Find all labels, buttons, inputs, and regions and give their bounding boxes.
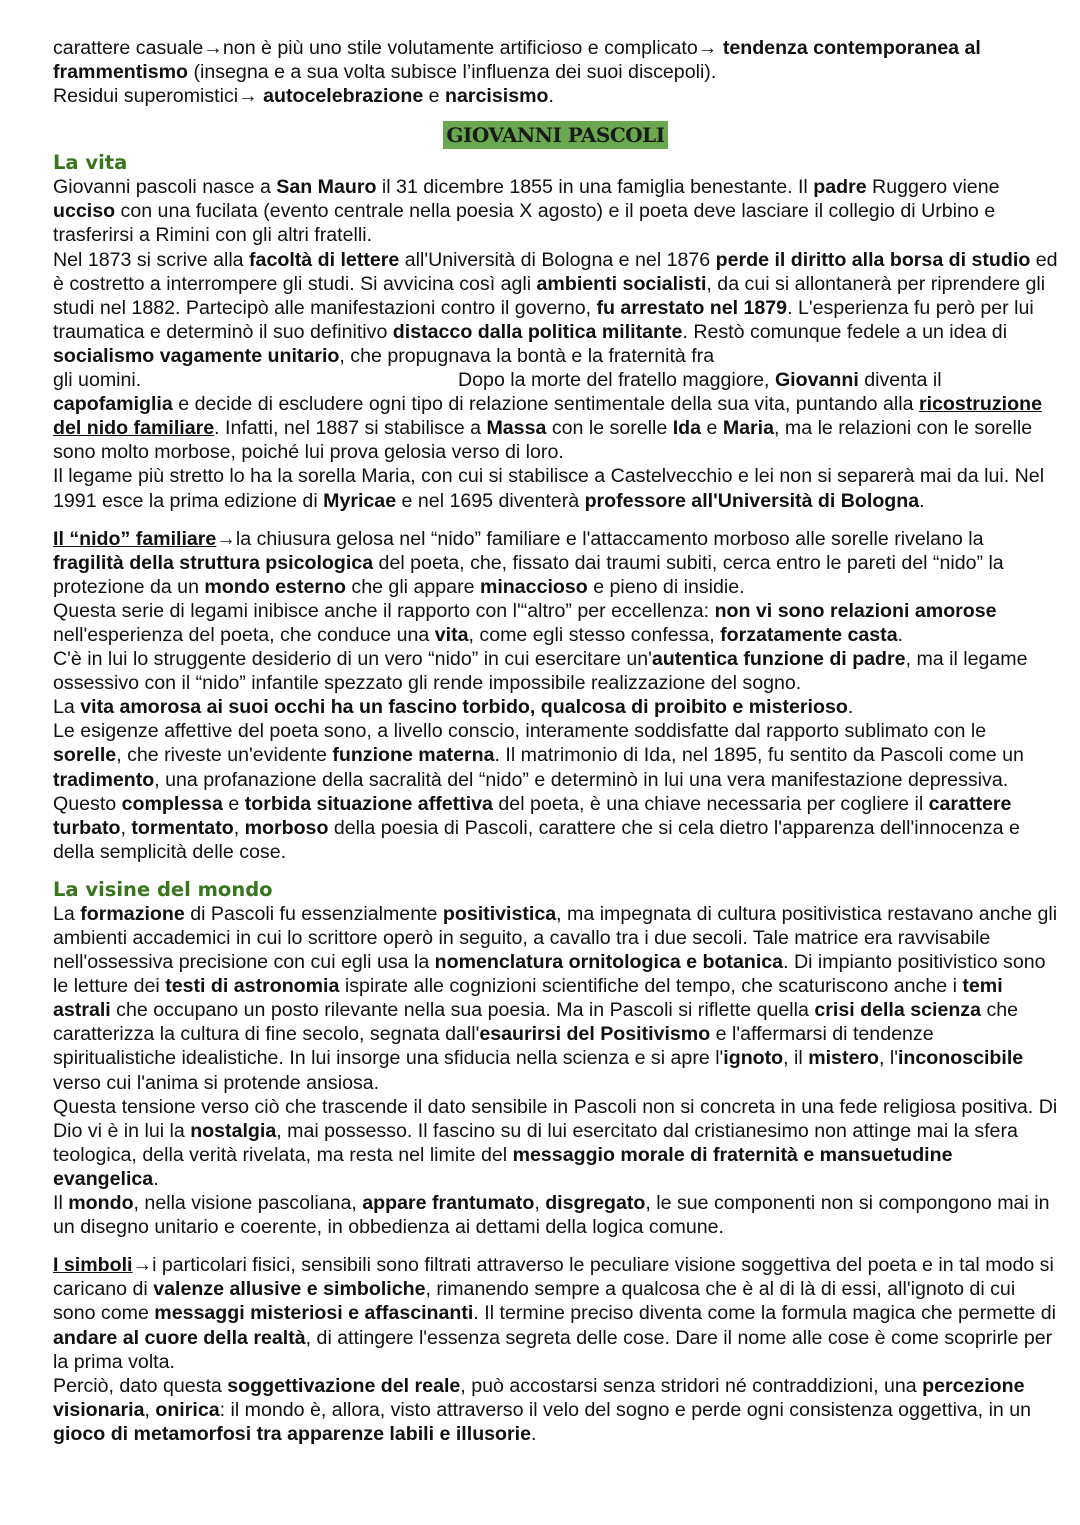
text-run: e nel 1695 diventerà — [396, 489, 585, 512]
text-run: ed è costretto a interrompere gli studi. Si avvicina così agli — [53, 248, 1058, 295]
text-run: all'Università di Bologna e nel 1876 — [399, 248, 716, 271]
text-run: . Di impianto positivistico sono le letture dei — [53, 951, 1046, 998]
bold-text: Giovanni — [774, 369, 859, 392]
bold-text: formazione — [80, 902, 185, 925]
text-run: Residui superomistici→ — [53, 85, 264, 108]
text-run: con una fucilata (evento centrale nella poesia X agosto) e il poeta deve lasciare il collegio di Urbino e trasferirsi a Rimini con gli altri fratelli. — [53, 200, 996, 247]
paragraph — [53, 647, 1058, 695]
bold-text: morboso — [244, 816, 329, 839]
text-run: . — [897, 623, 904, 646]
text-run: , le sue componenti non si compongono mai in un disegno unitario e coerente, in obbedienza ai dettami della logica comune. — [53, 1192, 1050, 1239]
text-run: Le esigenze affettive del poeta sono, a livello conscio, interamente soddisfatte dal rapporto sublimato con le — [53, 720, 987, 743]
text-run: , di attingere l'essenza segreta delle cose. Dare il nome alle cose è come scoprirle per la prima volta. — [53, 1326, 1053, 1373]
text-run: Il legame più stretto lo ha la sorella Maria, con cui si stabilisce a Castelvecchio e lei non si separerà mai da lui. Nel 1991 esce la prima edizione di — [53, 465, 1045, 512]
text-run: . — [548, 85, 554, 108]
text-run: di Pascoli fu essenzialmente — [184, 902, 443, 925]
text-run: Questa tensione verso ciò che trascende il dato sensibile in Pascoli non si concreta in una fede religiosa positiva. Di Dio vi è in lui la — [53, 1095, 1058, 1142]
text-run: e — [423, 85, 446, 108]
text-run: . — [847, 696, 854, 719]
text-run: Il — [53, 1192, 69, 1215]
text-run: Nel 1873 si scrive alla — [53, 248, 250, 271]
underlined-bold-text: ricostruzione del nido familiare — [53, 393, 1042, 440]
text-run: , che riveste un'evidente — [116, 744, 333, 767]
text-run: , — [144, 1398, 156, 1421]
paragraph — [53, 175, 1058, 247]
bold-text: professore all'Università di Bologna — [584, 489, 920, 512]
text-run: gli uomini. — [53, 369, 142, 392]
bold-text: Ida — [672, 417, 702, 440]
section-heading: La vita — [53, 151, 128, 175]
text-run: della poesia di Pascoli, carattere che si cela dietro l'apparenza dell'innocenza e della semplicità delle cose. — [53, 816, 1020, 863]
text-run: , nella visione pascoliana, — [133, 1192, 363, 1215]
bold-text: mistero — [808, 1047, 879, 1070]
section-simboli — [53, 1253, 1058, 1446]
text-run: . Infatti, nel 1887 si stabilisce a — [214, 417, 487, 440]
paragraph — [53, 695, 1058, 719]
paragraph — [53, 1253, 1058, 1373]
bold-text: appare frantumato — [362, 1192, 535, 1215]
text-run: e — [701, 417, 723, 440]
bold-text: distacco dalla politica militante — [392, 320, 683, 343]
bold-text: forzatamente casta — [720, 623, 898, 646]
text-run: La — [53, 902, 81, 925]
text-run: che occupano un posto rilevante nella sua poesia. Ma in Pascoli si riflette quella — [110, 999, 815, 1022]
bold-text: complessa — [121, 792, 223, 815]
text-run: con le sorelle — [546, 417, 673, 440]
bold-text: minaccioso — [479, 575, 588, 598]
bold-text: onirica — [155, 1398, 220, 1421]
text-run: e pieno di insidie. — [587, 575, 745, 598]
underlined-bold-text: I simboli — [53, 1254, 133, 1277]
text-run: , rimanendo sempre a qualcosa che è al di là di essi, all'ignoto di cui sono come — [53, 1278, 1016, 1325]
text-run: nell'esperienza del poeta, che conduce una — [53, 623, 435, 646]
bold-text: ucciso — [53, 200, 116, 223]
paragraph — [53, 248, 1058, 465]
bold-text: gioco di metamorfosi tra apparenze labili e illusorie — [53, 1422, 531, 1445]
bold-text: tormentato — [131, 816, 234, 839]
bold-text: facoltà di lettere — [249, 248, 400, 271]
bold-text: vita amorosa ai suoi occhi ha un fascino torbido, qualcosa di proibito e misterioso — [80, 696, 848, 719]
bold-text: funzione materna — [332, 744, 495, 767]
text-run: , — [233, 816, 245, 839]
section-visione — [53, 878, 1058, 1239]
text-run: il 31 dicembre 1855 in una famiglia benestante. Il — [376, 176, 814, 199]
bold-text: non vi sono relazioni amorose — [714, 599, 997, 622]
bold-text: mondo — [68, 1192, 134, 1215]
intro-block — [53, 36, 1058, 108]
document-title: GIOVANNI PASCOLI — [443, 121, 667, 149]
bold-text: fragilità della struttura psicologica — [53, 551, 374, 574]
bold-text: crisi della scienza — [814, 999, 982, 1022]
bold-text: positivistica — [442, 902, 557, 925]
bold-text: ignoto — [723, 1047, 784, 1070]
text-run: , come egli stesso confessa, — [468, 623, 721, 646]
paragraph — [53, 792, 1058, 864]
section-vita — [53, 151, 1058, 512]
text-run: Questo — [53, 792, 122, 815]
bold-text: Maria — [722, 417, 775, 440]
text-run: e decide di escludere ogni tipo di relazione sentimentale della sua vita, puntando alla — [172, 393, 919, 416]
text-run: . Restò comunque fedele a un idea di — [682, 320, 1008, 343]
text-run: che caratterizza la cultura di fine secolo, segnata dall' — [53, 999, 1019, 1046]
text-run: e — [222, 792, 245, 815]
bold-text: nomenclatura ornitologica e botanica — [434, 951, 784, 974]
text-run: La — [53, 696, 81, 719]
bold-text: tradimento — [53, 768, 155, 791]
bold-text: sorelle — [53, 744, 117, 767]
text-run: Giovanni pascoli nasce a — [53, 176, 277, 199]
text-run: . Il matrimonio di Ida, nel 1895, fu sentito da Pascoli come un — [494, 744, 1024, 767]
bold-text: mondo esterno — [204, 575, 346, 598]
text-run: (insegna e a sua volta subisce l’influenza dei suoi discepoli). — [188, 61, 717, 84]
text-run: del poeta, che, fissato dai traumi subiti, cerca entro le pareti del “nido” la protezione da un — [53, 551, 1004, 598]
text-run: , ma le relazioni con le sorelle sono molto morbose, poiché lui prova gelosia verso di loro. — [53, 417, 1033, 464]
bold-text: andare al cuore della realtà — [53, 1326, 306, 1349]
bold-text: padre — [813, 176, 867, 199]
section-heading: La visine del mondo — [53, 877, 273, 901]
bold-text: percezione visionaria — [53, 1374, 1025, 1421]
paragraph — [53, 599, 1058, 647]
bold-text: messaggi misteriosi e affascinanti — [154, 1302, 474, 1325]
text-run: Dopo la morte del fratello maggiore, — [458, 369, 775, 392]
bold-text: perde il diritto alla borsa di studio — [715, 248, 1031, 271]
bold-text: autocelebrazione — [263, 85, 424, 108]
document-title-wrap — [53, 121, 1058, 149]
text-run: . — [153, 1167, 159, 1190]
bold-text: carattere turbato — [53, 792, 1012, 839]
text-run: , ma il legame ossessivo con il “nido” infantile spezzato gli rende impossibile realizzazione del sogno. — [53, 648, 1028, 695]
text-run: . — [531, 1422, 537, 1445]
paragraph — [53, 527, 1058, 599]
text-run: Perciò, dato questa — [53, 1374, 228, 1397]
bold-text: torbida situazione affettiva — [244, 792, 493, 815]
bold-text: San Mauro — [276, 176, 377, 199]
text-run: verso cui l'anima si protende ansiosa. — [53, 1071, 380, 1094]
text-run: , che propugnava la bontà e la fraternità fra — [339, 344, 715, 367]
bold-text: ambienti socialisti — [536, 272, 707, 295]
bold-text: capofamiglia — [53, 393, 173, 416]
text-run: , il — [783, 1047, 809, 1070]
bold-text: esaurirsi del Positivismo — [479, 1023, 711, 1046]
section-nido — [53, 527, 1058, 864]
text-run: . — [919, 489, 925, 512]
bold-text: testi di astronomia — [165, 975, 340, 998]
paragraph — [53, 902, 1058, 1095]
bold-text: Massa — [486, 417, 547, 440]
underlined-bold-text: Il “nido” familiare — [53, 527, 217, 550]
bold-text: Myricae — [323, 489, 397, 512]
text-run: , una profanazione della sacralità del “nido” e determinò in lui una vera manifestazione depressiva. — [154, 768, 1009, 791]
paragraph — [53, 464, 1058, 512]
text-run: . Il termine preciso diventa come la formula magica che permette di — [473, 1302, 1057, 1325]
paragraph — [53, 1095, 1058, 1191]
bold-text: vita — [434, 623, 469, 646]
text-run: . L'esperienza fu però per lui traumatica e determinò il suo definitivo — [53, 296, 1034, 343]
paragraph — [53, 36, 1058, 84]
text-run: del poeta, è una chiave necessaria per cogliere il — [492, 792, 929, 815]
text-run: C'è in lui lo struggente desiderio di un vero “nido” in cui esercitare un' — [53, 648, 652, 671]
text-run: ispirate alle cognizioni scientifiche del tempo, che scaturiscono anche i — [339, 975, 963, 998]
bold-text: disgregato — [545, 1192, 646, 1215]
bold-text: messaggio morale di fraternità e mansuetudine evangelica — [53, 1143, 953, 1190]
text-run: →i particolari fisici, sensibili sono filtrati attraverso le peculiare visione soggettiva del poeta e in tal modo si caricano di — [53, 1254, 1054, 1301]
bold-text: valenze allusive e simboliche — [153, 1278, 426, 1301]
bold-text: nostalgia — [190, 1119, 277, 1142]
text-run: , mai possesso. Il fascino su di lui esercitato dal cristianesimo non attinge mai la sfera teologica, della verità rivelata, ma resta nel limite del — [53, 1119, 1018, 1166]
text-run: , — [534, 1192, 546, 1215]
text-run: Questa serie di legami inibisce anche il rapporto con l'“altro” per eccellenza: — [53, 599, 715, 622]
text-run: , da cui si allontanerà per riprendere gli studi nel 1882. Partecipò alle manifestazioni contro il governo, — [53, 272, 1046, 319]
bold-text: soggettivazione del reale — [227, 1374, 461, 1397]
bold-text: autentica funzione di padre — [651, 648, 906, 671]
bold-text: inconoscibile — [897, 1047, 1024, 1070]
bold-text: temi astrali — [53, 975, 1003, 1022]
text-run: , può accostarsi senza stridori né contraddizioni, una — [460, 1374, 923, 1397]
paragraph — [53, 719, 1058, 791]
paragraph — [53, 1374, 1058, 1446]
text-run: e l'affermarsi di tendenze spiritualistiche idealistiche. In lui insorge una sfiducia nella scienza e si apre l' — [53, 1023, 934, 1070]
text-run: , l' — [878, 1047, 898, 1070]
paragraph — [53, 1191, 1058, 1239]
text-run: : il mondo è, allora, visto attraverso il velo del sogno e perde ogni consistenza oggettiva, in un — [219, 1398, 1032, 1421]
bold-text: fu arrestato nel 1879 — [596, 296, 788, 319]
text-run: diventa il — [858, 369, 942, 392]
text-run: carattere casuale→non è più uno stile volutamente artificioso e complicato→ — [53, 37, 723, 59]
text-run: Ruggero viene — [866, 176, 1000, 199]
text-run: →la chiusura gelosa nel “nido” familiare e l'attaccamento morboso alle sorelle rivelano la — [216, 527, 984, 550]
text-run: , — [120, 816, 132, 839]
text-run: , ma impegnata di cultura positivistica restavano anche gli ambienti accademici in cui lo scrittore operò in seguito, a cavallo tra i due secoli. Tale matrice era ravvisabile nell'ossessiva precisione con cui egli usa la — [53, 902, 1058, 974]
text-run: che gli appare — [345, 575, 480, 598]
bold-text: socialismo vagamente unitario — [53, 344, 340, 367]
bold-text: tendenza contemporanea al frammentismo — [53, 37, 981, 84]
paragraph — [53, 84, 1058, 108]
bold-text: narcisismo — [445, 85, 549, 108]
